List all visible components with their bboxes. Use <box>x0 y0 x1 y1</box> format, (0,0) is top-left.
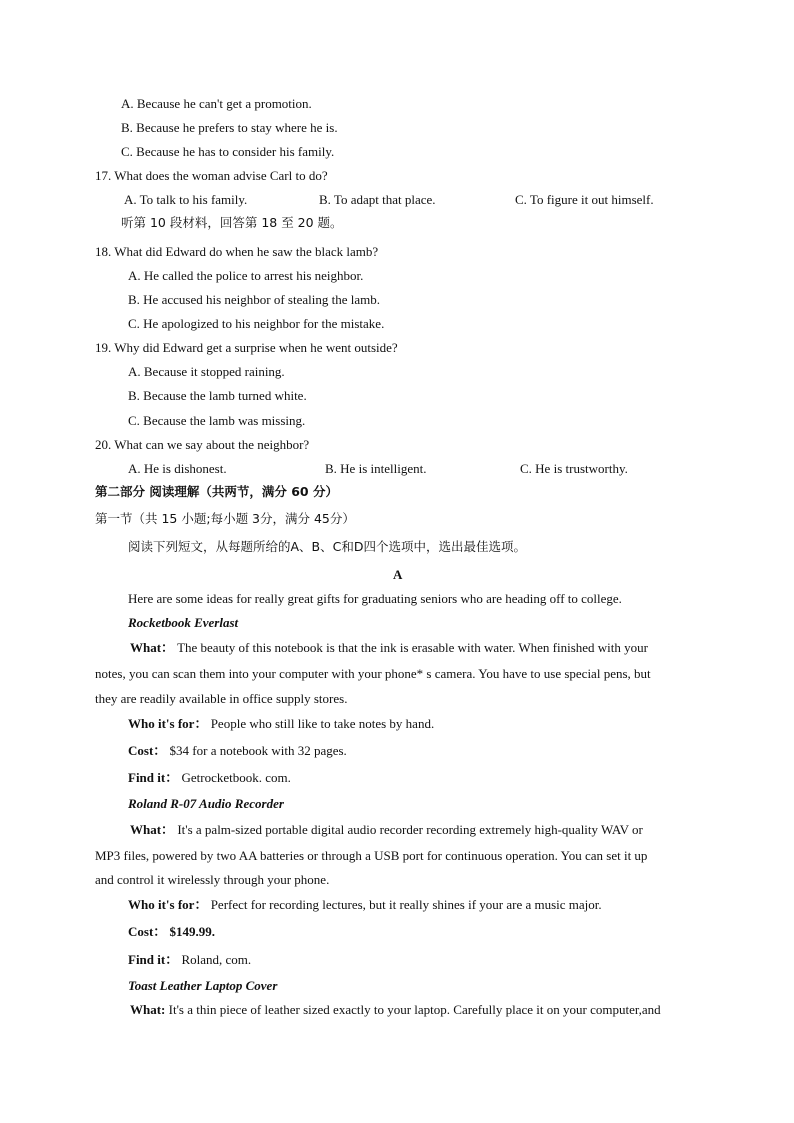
q19-option-a: A. Because it stopped raining. <box>128 364 285 379</box>
item2-title: Roland R-07 Audio Recorder <box>128 796 284 811</box>
item2-what-label: What： <box>130 822 175 837</box>
item1-find-label: Find it： <box>128 770 179 785</box>
item1-cost-label: Cost： <box>128 743 167 758</box>
listening-instruction-10: 听第 10 段材料，回答第 18 至 20 题。 <box>121 215 343 230</box>
item1-who-label: Who it's for： <box>128 716 208 731</box>
q20-option-c: C. He is trustworthy. <box>520 461 628 476</box>
item3-title: Toast Leather Laptop Cover <box>128 978 278 993</box>
reading-instruction: 阅读下列短文，从每题所给的A、B、C和D四个选项中，选出最佳选项。 <box>128 539 526 554</box>
q18-option-a: A. He called the police to arrest his neighbor. <box>128 268 364 283</box>
q16-option-a: A. Because he can't get a promotion. <box>121 96 312 111</box>
item2-what-line1 <box>130 823 643 836</box>
q16-option-b: B. Because he prefers to stay where he is. <box>121 120 338 135</box>
q16-option-c: C. Because he has to consider his family. <box>121 144 335 159</box>
q20-option-b: B. He is intelligent. <box>325 461 427 476</box>
passage-intro: Here are some ideas for really great gifts for graduating seniors who are heading off to college. <box>128 591 622 606</box>
reading-section-title: 第一节（共 15 小题;每小题 3分，满分 45分） <box>95 511 355 526</box>
q18-option-b: B. He accused his neighbor of stealing the lamb. <box>128 292 380 307</box>
item2-cost-line <box>128 925 215 938</box>
item2-find-label: Find it： <box>128 952 179 967</box>
item3-what-text1: It's a thin piece of leather sized exactly to your laptop. Carefully place it on your computer,and <box>168 1002 661 1017</box>
q17-question: 17. What does the woman advise Carl to do? <box>95 168 328 183</box>
reading-part-title: 第二部分 阅读理解（共两节，满分 60 分） <box>95 484 338 499</box>
q17-option-a: A. To talk to his family. <box>124 192 248 207</box>
item1-what-line3: they are readily available in office supply stores. <box>95 691 348 706</box>
q20-option-a: A. He is dishonest. <box>128 461 227 476</box>
item2-who-label: Who it's for： <box>128 897 208 912</box>
item2-who-line <box>128 898 602 911</box>
item3-what-line1 <box>130 1003 661 1016</box>
passage-label: A <box>393 567 403 582</box>
item2-who-text: Perfect for recording lectures, but it really shines if your are a music major. <box>210 897 602 912</box>
q18-option-c: C. He apologized to his neighbor for the mistake. <box>128 316 385 331</box>
q19-option-b: B. Because the lamb turned white. <box>128 388 307 403</box>
item1-cost-text: $34 for a notebook with 32 pages. <box>169 743 347 758</box>
q17-option-c: C. To figure it out himself. <box>515 192 654 207</box>
q19-question: 19. Why did Edward get a surprise when he went outside? <box>95 340 398 355</box>
item1-what-text1: The beauty of this notebook is that the ink is erasable with water. When finished with your <box>177 640 648 655</box>
item2-cost-text: $149.99. <box>169 924 216 939</box>
q19-option-c: C. Because the lamb was missing. <box>128 413 306 428</box>
item1-title: Rocketbook Everlast <box>128 615 239 630</box>
item2-find-line <box>128 953 251 966</box>
item1-what-label: What： <box>130 640 175 655</box>
q20-question: 20. What can we say about the neighbor? <box>95 437 310 452</box>
item2-what-line2: MP3 files, powered by two AA batteries or through a USB port for continuous operation. You can set it up <box>95 848 648 863</box>
item2-what-line3: and control it wirelessly through your phone. <box>95 872 330 887</box>
q18-question: 18. What did Edward do when he saw the black lamb? <box>95 244 379 259</box>
item2-what-text1: It's a palm-sized portable digital audio recorder recording extremely high-quality WAV or <box>177 822 643 837</box>
item1-who-text: People who still like to take notes by hand. <box>210 716 435 731</box>
item3-what-label: What: <box>130 1002 166 1017</box>
item1-what-line2: notes, you can scan them into your computer with your phone* s camera. You have to use special pens, but <box>95 666 651 681</box>
item1-cost-line <box>128 744 347 757</box>
item1-what-line1 <box>130 641 648 654</box>
item2-cost-label: Cost： <box>128 924 167 939</box>
item1-who-line <box>128 717 434 730</box>
item1-find-text: Getrocketbook. com. <box>181 770 291 785</box>
q17-option-b: B. To adapt that place. <box>319 192 436 207</box>
item2-find-text: Roland, com. <box>181 952 252 967</box>
item1-find-line <box>128 771 291 784</box>
